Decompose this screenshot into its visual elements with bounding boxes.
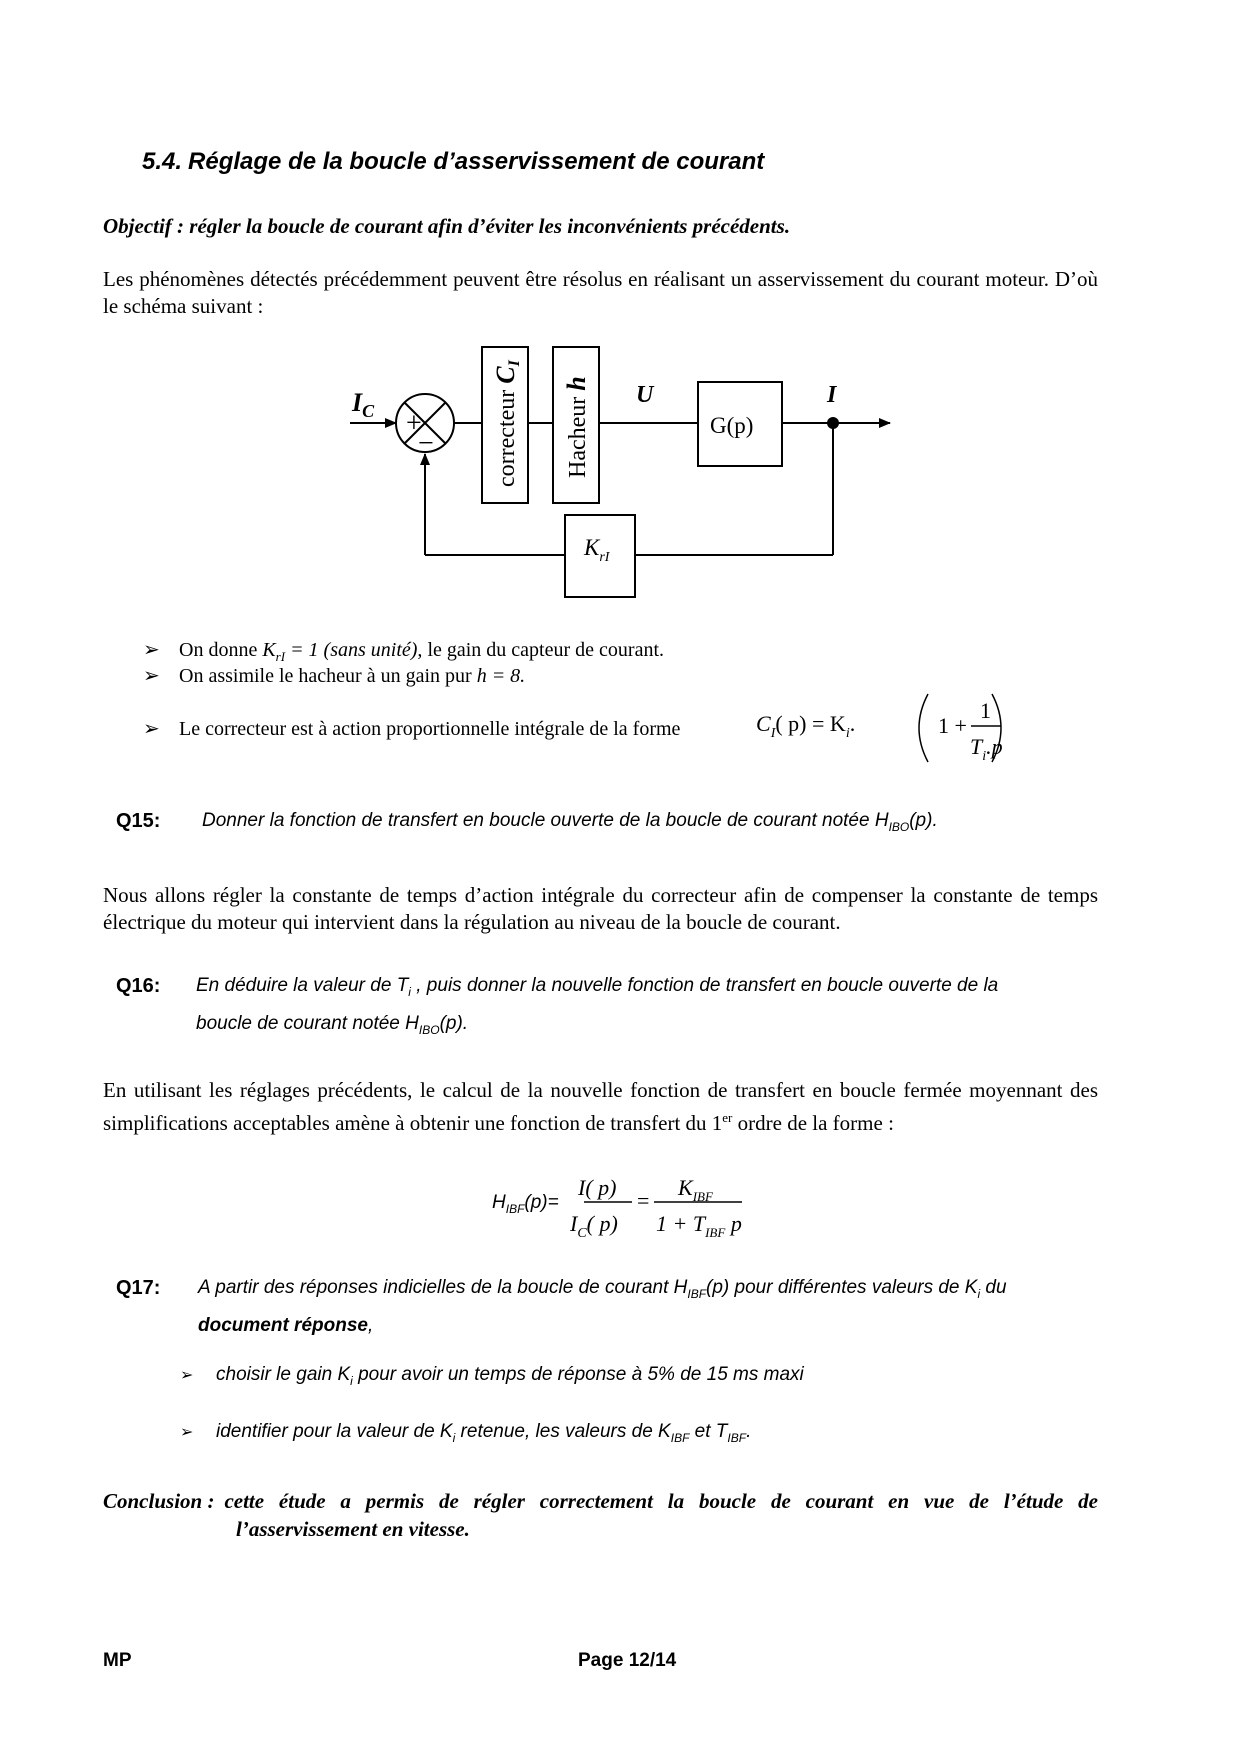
bullet-arrow-icon: ➢ — [180, 1367, 194, 1384]
takeoff-point — [827, 417, 839, 429]
q15-number: Q15: — [116, 810, 161, 832]
svg-text:HIBF(p)=: $H_{IBF}(p)=$ — [492, 1192, 559, 1216]
bullet-corrector-form: ➢ Le correcteur est à action proportionnelle intégrale de la forme — [143, 718, 681, 740]
q17-text: A partir des réponses indicielles de la boucle de courant $H_{IBF}(p)$ pour différentes valeurs de $K_i$ du document réponse, — [198, 1277, 1007, 1336]
block-diagram — [0, 0, 1240, 620]
u-label: U — [636, 382, 654, 408]
svg-text:1 +: 1 + — [938, 713, 967, 738]
svg-text:IC( p): $I_C$( p) — [570, 1211, 618, 1241]
section-heading: Réglage de la boucle d’asservissement de courant — [188, 148, 765, 175]
q15-text: Donner la fonction de transfert en boucle ouverte de la boucle de courant notée $H_{IBO}(p)$. — [202, 810, 938, 834]
svg-text:KIBF: $K_{IBF}$ — [678, 1175, 713, 1204]
closed-loop-formula — [490, 1168, 770, 1248]
conclusion-label: Conclusion : — [103, 1489, 215, 1513]
svg-text:Ti.p: $T_i.p$ — [970, 734, 1003, 764]
q17-subtask-identify: ➢ identifier pour la valeur de $K_i$ retenue, les valeurs de $K_{IBF}$ et $T_{IBF}$. — [180, 1416, 751, 1454]
plus-sign: + — [406, 408, 422, 439]
q17-number: Q17: — [116, 1277, 161, 1299]
bullet-arrow-icon: ➢ — [180, 1424, 194, 1441]
svg-text:CI( p) = Ki.: $C_I$( $p) = K_i$. — [756, 711, 856, 741]
pi-formula — [750, 688, 1003, 778]
corrector-label: correcteur $C_I$ — [491, 360, 523, 487]
paragraph-closed-loop: En utilisant les réglages précédents, le calcul de la nouvelle fonction de transfert en boucle fermée moyennant des simplifications acceptables amène à obtenir une fonction de transfert du 1er ordre de la forme : — [103, 1078, 1098, 1135]
input-label: $I_C$ — [352, 388, 375, 421]
q16-number: Q16: — [116, 975, 161, 997]
svg-text:1: 1 — [980, 698, 991, 723]
q16-text: En déduire la valeur de $T_i$ , puis donner la nouvelle fonction de transfert en boucle ouverte de la boucle de courant notée $H_{IBO}(p)$. — [196, 975, 999, 1037]
svg-text:1 + TIBF p: $1 + T_{IBF}$ p — [656, 1211, 742, 1240]
plant-label: G(p) — [710, 413, 754, 438]
bullet-arrow-icon: ➢ — [143, 639, 160, 661]
page-number: Page 12/14 — [578, 1650, 677, 1671]
objective-text: Objectif : régler la boucle de courant afin d’éviter les inconvénients précédents. — [103, 214, 791, 238]
bullet-arrow-icon: ➢ — [143, 665, 160, 687]
section-number: 5.4. — [142, 148, 183, 175]
svg-text:=: = — [637, 1188, 650, 1213]
svg-text:I( p): I( p) — [578, 1175, 617, 1200]
output-label: I — [827, 382, 837, 408]
sensor-label: $K_{rI}$ — [584, 535, 610, 565]
q17-subtask-gain: ➢ choisir le gain $K_i$ pour avoir un temps de réponse à 5% de 15 ms maxi — [180, 1359, 804, 1397]
bullet-arrow-icon: ➢ — [143, 718, 160, 740]
bullet-sensor-gain: ➢ On donne $K_{rI} = 1$ (sans unité), le gain du capteur de courant. — [143, 639, 664, 664]
intro-paragraph: Les phénomènes détectés précédemment peuvent être résolus en réalisant un asservissement du courant moteur. D’où le schéma suivant : — [103, 267, 1098, 318]
paragraph-integral-time: Nous allons régler la constante de temps d’action intégrale du correcteur afin de compenser la constante de temps électrique du moteur qui intervient dans la régulation au niveau de la boucle de courant. — [103, 883, 1098, 934]
bullet-chopper-gain: ➢ On assimile le hacheur à un gain pur h = 8. — [143, 665, 526, 687]
chopper-label: Hacheur h — [562, 376, 591, 478]
conclusion: Conclusion : cette étude a permis de régler correctement la boucle de courant en vue de l’étude de l’asservissement en vitesse. — [103, 1489, 1098, 1541]
footer-left: MP — [103, 1650, 132, 1671]
minus-sign: − — [418, 428, 434, 459]
